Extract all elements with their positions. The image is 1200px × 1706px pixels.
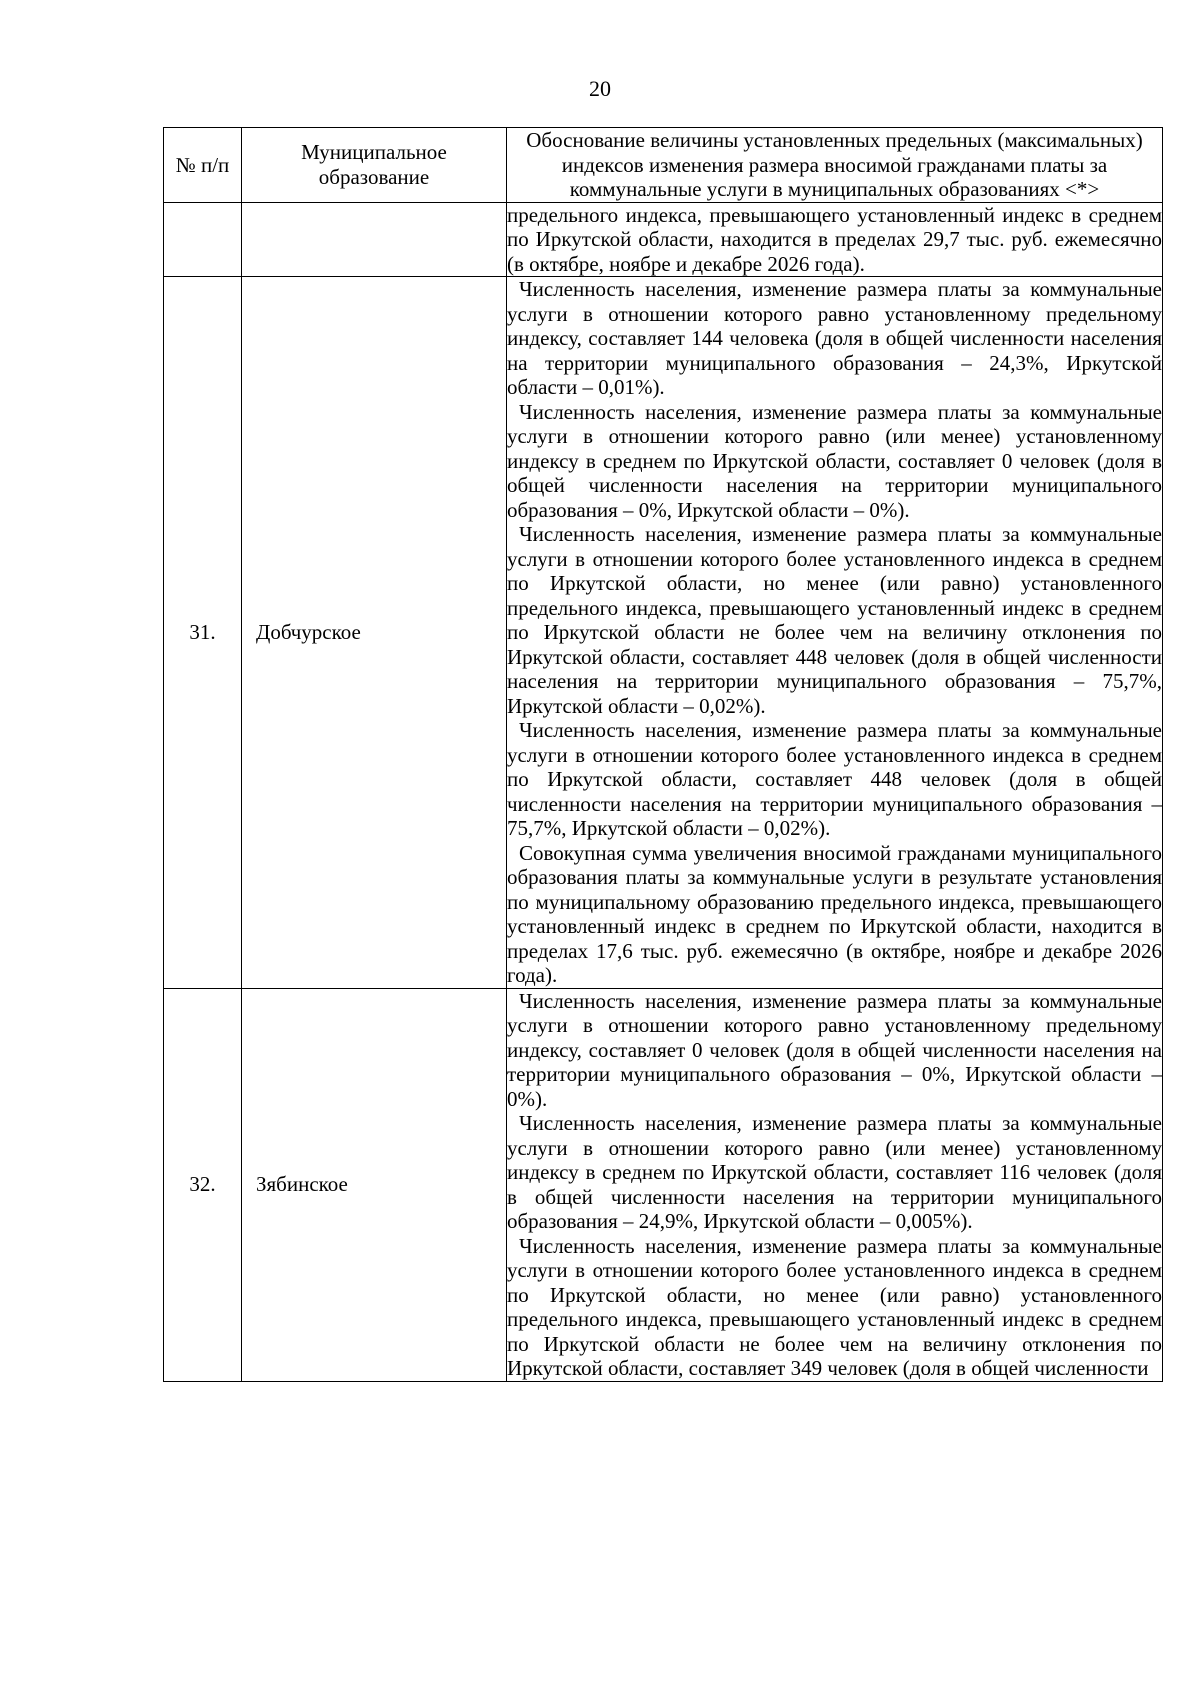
municipality-name: Добчурское: [256, 620, 361, 644]
cell-num: 31.: [164, 277, 242, 989]
table-row: [164, 988, 1163, 1381]
table-header-row: [164, 128, 1163, 203]
cell-municipality-empty: [242, 202, 507, 277]
cell-municipality: [242, 277, 507, 989]
cell-num-empty: [164, 202, 242, 277]
paragraph: Численность населения, изменение размера платы за коммунальные услуги в отношении которого более установленного индекса в среднем по Иркутской области, составляет 448 человек (доля в общей численности населения на территории муниципального образования – 75,7%, Иркутской области – 0,02%).: [507, 718, 1162, 840]
header-num: № п/п: [164, 128, 242, 203]
paragraph: Численность населения, изменение размера платы за коммунальные услуги в отношении которого равно установленному предельному индексу, составляет 0 человек (доля в общей численности населения на территории муниципального образования – 0%, Иркутской области – 0%).: [507, 988, 1162, 1111]
header-justification: Обоснование величины установленных предельных (максимальных) индексов изменения размера вносимой гражданами платы за коммунальные услуги в муниципальных образованиях <*>: [507, 128, 1163, 203]
municipality-name: Зябинское: [256, 1172, 348, 1197]
paragraph: Численность населения, изменение размера платы за коммунальные услуги в отношении которого равно (или менее) установленному индексу в среднем по Иркутской области, составляет 116 человек (доля в общей численности населения на территории муниципального образования – 24,9%, Иркутской области – 0,005%).: [507, 1111, 1162, 1233]
cell-num: 32.: [164, 988, 242, 1381]
page-number: 20: [589, 76, 611, 101]
paragraph: Численность населения, изменение размера платы за коммунальные услуги в отношении которого равно (или менее) установленному индексу в среднем по Иркутской области, составляет 0 человек (доля в общей численности населения на территории муниципального образования – 0%, Иркутской области – 0%).: [507, 399, 1162, 522]
paragraph: Численность населения, изменение размера платы за коммунальные услуги в отношении которого более установленного индекса в среднем по Иркутской области, но менее (или равно) установленного предельного индекса, превышающего установленный индекс в среднем по Иркутской области не более чем на величину отклонения по Иркутской области, составляет 349 человек (доля в общей численности: [507, 1233, 1162, 1380]
header-municipality: Муниципальное образование: [242, 128, 507, 203]
paragraph: предельного индекса, превышающего установленный индекс в среднем по Иркутской области, находится в пределах 29,7 тыс. руб. ежемесячно (в октябре, ноябре и декабре 2026 года).: [507, 202, 1162, 276]
justification-table: [163, 127, 1163, 1382]
cell-justification-continuation: [507, 202, 1163, 277]
table-row: [164, 277, 1163, 989]
paragraph: Численность населения, изменение размера платы за коммунальные услуги в отношении которого равно установленному предельному индексу, составляет 144 человека (доля в общей численности населения на территории муниципального образования – 24,3%, Иркутской области – 0,01%).: [507, 277, 1162, 399]
cell-justification: [507, 277, 1163, 989]
cell-justification: [507, 988, 1163, 1381]
paragraph: Численность населения, изменение размера платы за коммунальные услуги в отношении которого более установленного индекса в среднем по Иркутской области, но менее (или равно) установленного предельного индекса, превышающего установленный индекс в среднем по Иркутской области не более чем на величину отклонения по Иркутской области, составляет 448 человек (доля в общей численности населения на территории муниципального образования – 75,7%, Иркутской области – 0,02%).: [507, 522, 1162, 718]
paragraph: Совокупная сумма увеличения вносимой гражданами муниципального образования платы за коммунальные услуги в результате установления по муниципальному образованию предельного индекса, превышающего установленный индекс в среднем по Иркутской области, находится в пределах 17,6 тыс. руб. ежемесячно (в октябре, ноябре и декабре 2026 года).: [507, 840, 1162, 987]
table-row-continuation: [164, 202, 1163, 277]
cell-municipality: [242, 988, 507, 1381]
